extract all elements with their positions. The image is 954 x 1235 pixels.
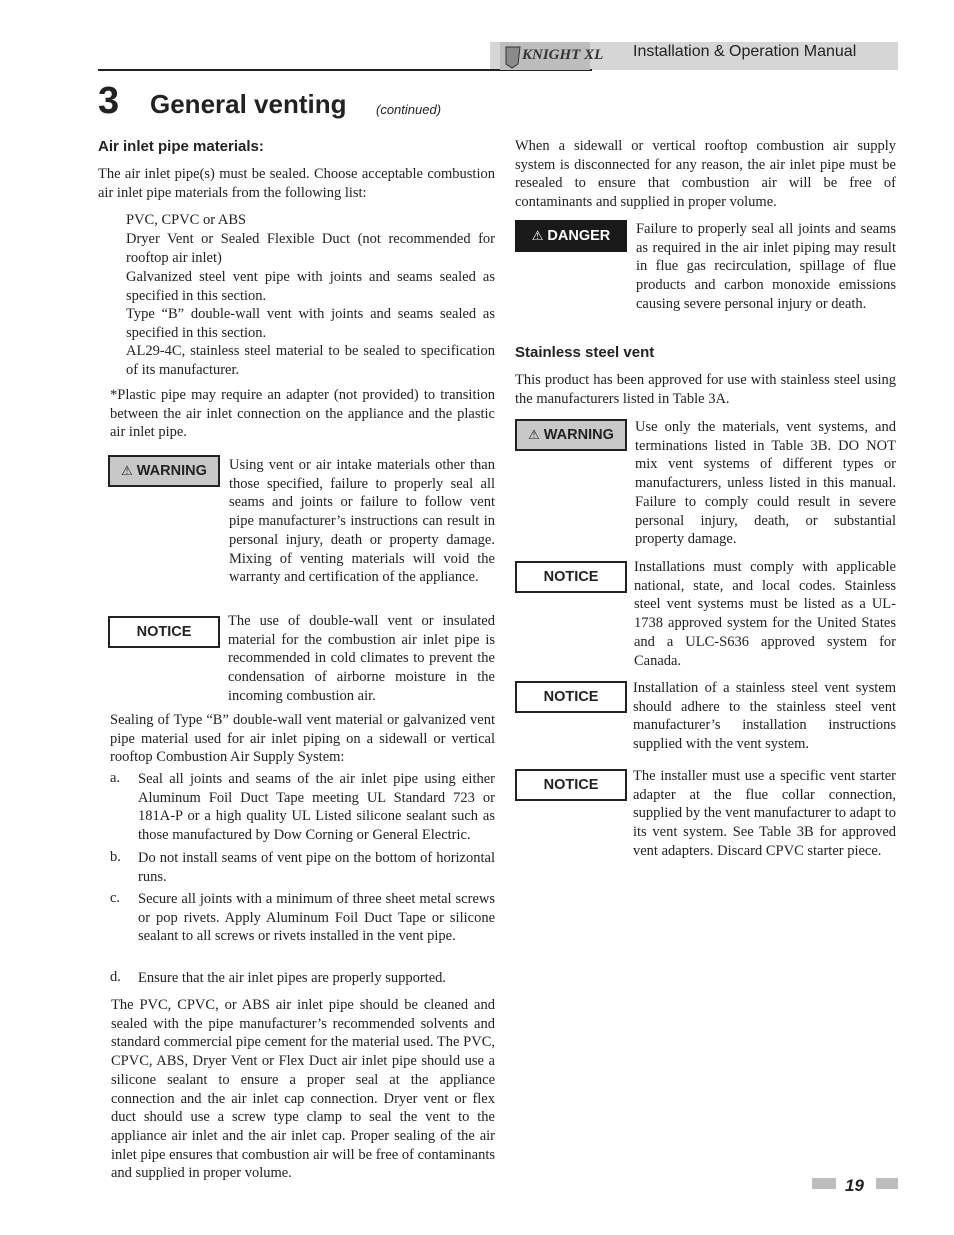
material-item: AL29-4C, stainless steel material to be sealed to specification of its manufacturer. bbox=[126, 343, 495, 378]
page-number: 19 bbox=[845, 1176, 864, 1195]
closing-paragraph: The PVC, CPVC, or ABS air inlet pipe should be cleaned and sealed with the pipe manufacturer’s recommended solvents and standard commercial pipe cement for the material used. The PVC, CPVC, ABS, Dryer Vent or Flex Duct air inlet pipe should use a silicone sealant to ensure a proper seal at the appliance connection and the air inlet cap connection. Dryer vent or flex duct should use a screw type clamp to seal the vent to the appliance air inlet and the air inlet cap. Proper sealing of the air inlet pipe ensures that combustion air will be free of contaminants and supplied in proper volume. bbox=[111, 997, 495, 1182]
section-title: General venting bbox=[150, 89, 347, 119]
manual-title: Installation & Operation Manual bbox=[633, 43, 857, 60]
step-marker: b. bbox=[110, 849, 121, 865]
step-marker: d. bbox=[110, 969, 121, 985]
material-item: PVC, CPVC or ABS bbox=[126, 212, 247, 228]
warning-text: Using vent or air intake materials other than those specified, failure to properly seal all seams and joints or failure to follow vent pipe manufacturer’s instructions can result in personal injury, death or property damage. Mixing of venting materials will void the warranty and certification of the appliance. bbox=[229, 457, 495, 586]
step-text: Do not install seams of vent pipe on the bottom of horizontal runs. bbox=[138, 850, 495, 885]
notice-label: NOTICE bbox=[543, 569, 599, 585]
notice-label: NOTICE bbox=[543, 777, 599, 793]
logo-text: KNIGHT XL bbox=[522, 47, 604, 63]
page-number-bar-left bbox=[812, 1178, 836, 1189]
warning-badge bbox=[108, 455, 220, 487]
warning-label: WARNING bbox=[136, 463, 207, 479]
material-item: Dryer Vent or Sealed Flexible Duct (not recommended for rooftop air inlet) bbox=[126, 231, 495, 266]
warning-badge bbox=[515, 419, 627, 451]
warning-triangle-icon: ⚠ bbox=[528, 427, 540, 442]
notice-badge bbox=[515, 561, 627, 593]
notice-label: NOTICE bbox=[543, 689, 599, 705]
notice-badge bbox=[515, 769, 627, 801]
air-inlet-heading: Air inlet pipe materials: bbox=[98, 138, 264, 155]
air-inlet-intro: The air inlet pipe(s) must be sealed. Choose acceptable combustion air inlet pipe materials from the following list: bbox=[98, 166, 495, 201]
notice-badge bbox=[515, 681, 627, 713]
disconnect-paragraph: When a sidewall or vertical rooftop combustion air supply system is disconnected for any reason, the air inlet pipe must be resealed to ensure that combustion air will be free of contaminants and supplied in proper volume. bbox=[515, 138, 896, 211]
step-text: Ensure that the air inlet pipes are properly supported. bbox=[138, 970, 447, 986]
notice-text: The installer must use a specific vent starter adapter at the flue collar connection, supplied by the vent manufacturer to adapt to its vent system. See Table 3B for approved vent adapters. Discard CPVC starter piece. bbox=[633, 768, 896, 859]
sealing-intro: Sealing of Type “B” double-wall vent material or galvanized vent pipe material used for air inlet piping on a sidewall or vertical rooftop Combustion Air Supply System: bbox=[110, 712, 495, 766]
step-marker: c. bbox=[110, 890, 121, 906]
warning-triangle-icon: ⚠ bbox=[121, 463, 133, 478]
notice-text: The use of double-wall vent or insulated material for the combustion air inlet pipe is recommended in cold climates to prevent the condensation of airborne moisture in the incoming combustion air. bbox=[228, 613, 495, 704]
material-item: Galvanized steel vent pipe with joints and seams sealed as specified in this section. bbox=[126, 269, 495, 304]
notice-text: Installation of a stainless steel vent system should adhere to the stainless steel vent manufacturer’s installation instructions supplied with the vent system. bbox=[633, 680, 896, 753]
warning-label: WARNING bbox=[543, 427, 614, 443]
step-text: Secure all joints with a minimum of three sheet metal screws or pop rivets. Apply Aluminum Foil Duct Tape or silicone sealant to all screws or rivets installed in the vent pipe. bbox=[138, 891, 495, 945]
warning-text: Use only the materials, vent systems, and terminations listed in Table 3B. DO NOT mix vent systems of different types or manufacturers, unless listed in this manual. Failure to comply could result in severe personal injury, death, or substantial property damage. bbox=[635, 419, 896, 548]
page-number-bar-right bbox=[876, 1178, 898, 1189]
danger-text: Failure to properly seal all joints and seams as required in the air inlet piping may result in flue gas recirculation, spillage of flue products and carbon monoxide emissions causing severe personal injury or death. bbox=[636, 221, 896, 312]
stainless-intro: This product has been approved for use with stainless steel using the manufacturers listed in Table 3A. bbox=[515, 372, 896, 407]
section-number: 3 bbox=[98, 80, 120, 122]
notice-label: NOTICE bbox=[136, 624, 192, 640]
plastic-pipe-note: *Plastic pipe may require an adapter (not provided) to transition between the air inlet connection on the appliance and the plastic air inlet pipe. bbox=[110, 387, 495, 441]
notice-badge bbox=[108, 616, 220, 648]
notice-text: Installations must comply with applicable national, state, and local codes. Stainless steel vent systems must be listed as a UL-1738 approved system for the United States and a ULC-S636 approved system for Canada. bbox=[634, 559, 896, 669]
danger-badge bbox=[515, 220, 627, 252]
material-item: Type “B” double-wall vent with joints and seams sealed as specified in this section. bbox=[126, 306, 495, 341]
danger-label: DANGER bbox=[547, 228, 611, 244]
section-continued: (continued) bbox=[376, 102, 442, 117]
step-text: Seal all joints and seams of the air inlet pipe using either Aluminum Foil Duct Tape meeting UL Standard 723 or 181A-P or a high quality UL Listed silicone sealant such as those manufactured by Dow Corning or General Electric. bbox=[138, 771, 495, 844]
stainless-heading: Stainless steel vent bbox=[515, 344, 655, 361]
warning-triangle-icon: ⚠ bbox=[531, 228, 544, 243]
step-marker: a. bbox=[110, 770, 121, 786]
brand-logo bbox=[500, 42, 604, 70]
